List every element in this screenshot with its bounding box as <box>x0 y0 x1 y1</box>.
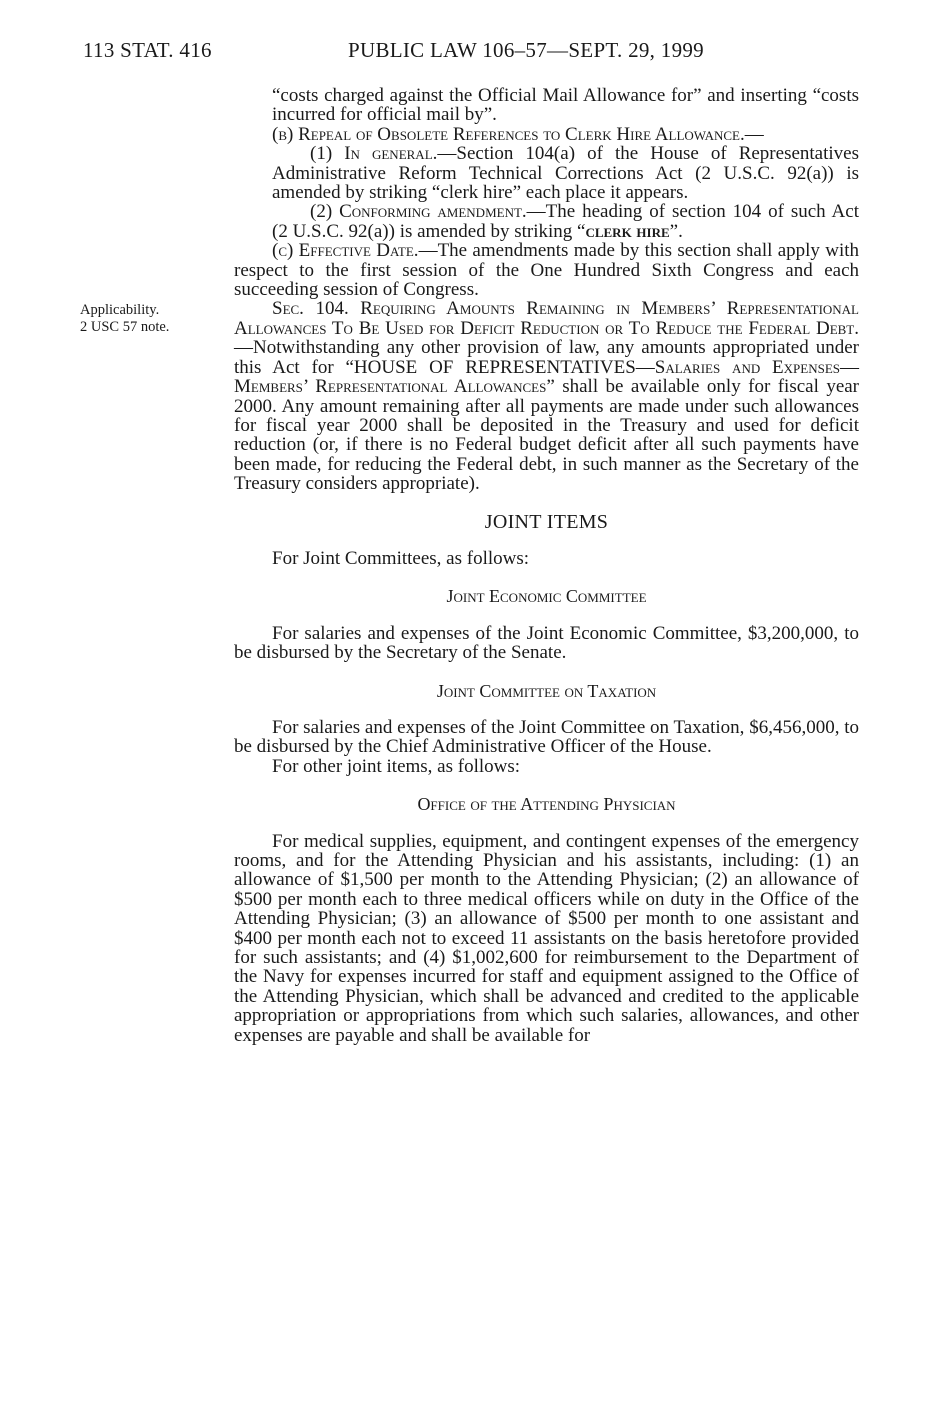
paragraph-1 <box>234 144 859 202</box>
section-104-text2: ” shall be available only for fiscal year 2000. Any amount remaining after all payments are made under such allowances for fiscal year 2000 shall be deposited in the Treasury and used for deficit reduction (or, if there is no Federal budget deficit after all such payments have been made, for reducing the Federal debt, in such manner as the Secretary of the Treasury considers appropriate). <box>234 376 860 495</box>
paragraph-2 <box>234 202 859 241</box>
statute-page-number: 113 STAT. 416 <box>83 38 212 62</box>
subsection-b-label: (b) Repeal of Obsolete References to Clerk Hire Allowance.— <box>272 123 764 145</box>
paragraph-continuation: “costs charged against the Official Mail Allowance for” and inserting “costs incurred for official mail by”. <box>272 85 859 126</box>
subsection-c-label: (c) Effective Date. <box>272 240 419 262</box>
running-header: PUBLIC LAW 106–57—SEPT. 29, 1999 <box>348 38 704 62</box>
paragraph-2-label: (2) Conforming amendment. <box>310 201 527 223</box>
joint-items-intro: For Joint Committees, as follows: <box>272 547 530 569</box>
jct-heading: Joint Committee on Taxation <box>436 680 657 701</box>
paragraph-2-bold: clerk hire <box>585 220 670 242</box>
jct-text: For salaries and expenses of the Joint Committee on Taxation, $6,456,000, to be disbursed by the Chief Administrative Officer of the House. <box>234 716 859 758</box>
oap-heading: Office of the Attending Physician <box>417 794 676 815</box>
margin-note <box>80 302 169 336</box>
margin-note-line2: 2 USC 57 note. <box>80 319 170 335</box>
section-104-title: Requiring Amounts Remaining in Members’ Representational Allowances To Be Used for Deficit Reduction or To Reduce the Federal Debt. <box>234 298 859 339</box>
paragraph-2-text: —The heading of section 104 of such Act (2 U.S.C. 92(a)) is amended by striking “ <box>272 201 859 242</box>
section-104-number: Sec. 104. <box>272 298 349 320</box>
paragraph-1-label: (1) In general. <box>310 143 438 165</box>
jec-heading: Joint Economic Committee <box>446 586 647 607</box>
paragraph-2-end: ”. <box>669 220 683 242</box>
oap-text: For medical supplies, equipment, and contingent expenses of the emergency rooms, and for the Attending Physician and his assistants, including: (1) an allowance of $1,500 per month to the Attending Physician; (2) an allowance of $500 per month each to three medical officers while on duty in the Office of the Attending Physician; (3) an allowance of $500 per month to one assistant and $400 per month each not to exceed 11 assistants on the basis heretofore provided for such assistants; and (4) $1,002,600 for reimbursement to the Department of the Navy for expenses incurred for staff and equipment assigned to the Office of the Attending Physician, which shall be advanced and credited to the applicable appropriation or appropriations from which such salaries, allowances, and other expenses are payable and shall be available for <box>234 830 859 1046</box>
section-104-text1: —Notwithstanding any other provision of law, any amounts appropriated under this Act for “HOUSE OF REPRESENTATIVES— <box>234 337 859 378</box>
section-104-smallcaps: Salaries and Expenses—Members’ Representational Allowances <box>234 356 860 398</box>
subsection-b-heading <box>234 125 859 144</box>
section-104 <box>234 299 859 493</box>
margin-note-line1: Applicability. <box>80 302 160 318</box>
body-text <box>234 86 859 1045</box>
subsection-c-text: —The amendments made by this section shall apply with respect to the first session of the One Hundred Sixth Congress and each succeeding session of Congress. <box>234 240 860 301</box>
jec-text: For salaries and expenses of the Joint Economic Committee, $3,200,000, to be disbursed by the Secretary of the Senate. <box>234 622 859 664</box>
joint-items-heading: JOINT ITEMS <box>484 510 609 533</box>
subsection-c <box>234 241 859 299</box>
jct-other: For other joint items, as follows: <box>272 755 521 777</box>
paragraph-1-text: —Section 104(a) of the House of Representatives Administrative Reform Technical Corrections Act (2 U.S.C. 92(a)) is amended by striking “clerk hire” each place it appears. <box>272 143 859 204</box>
